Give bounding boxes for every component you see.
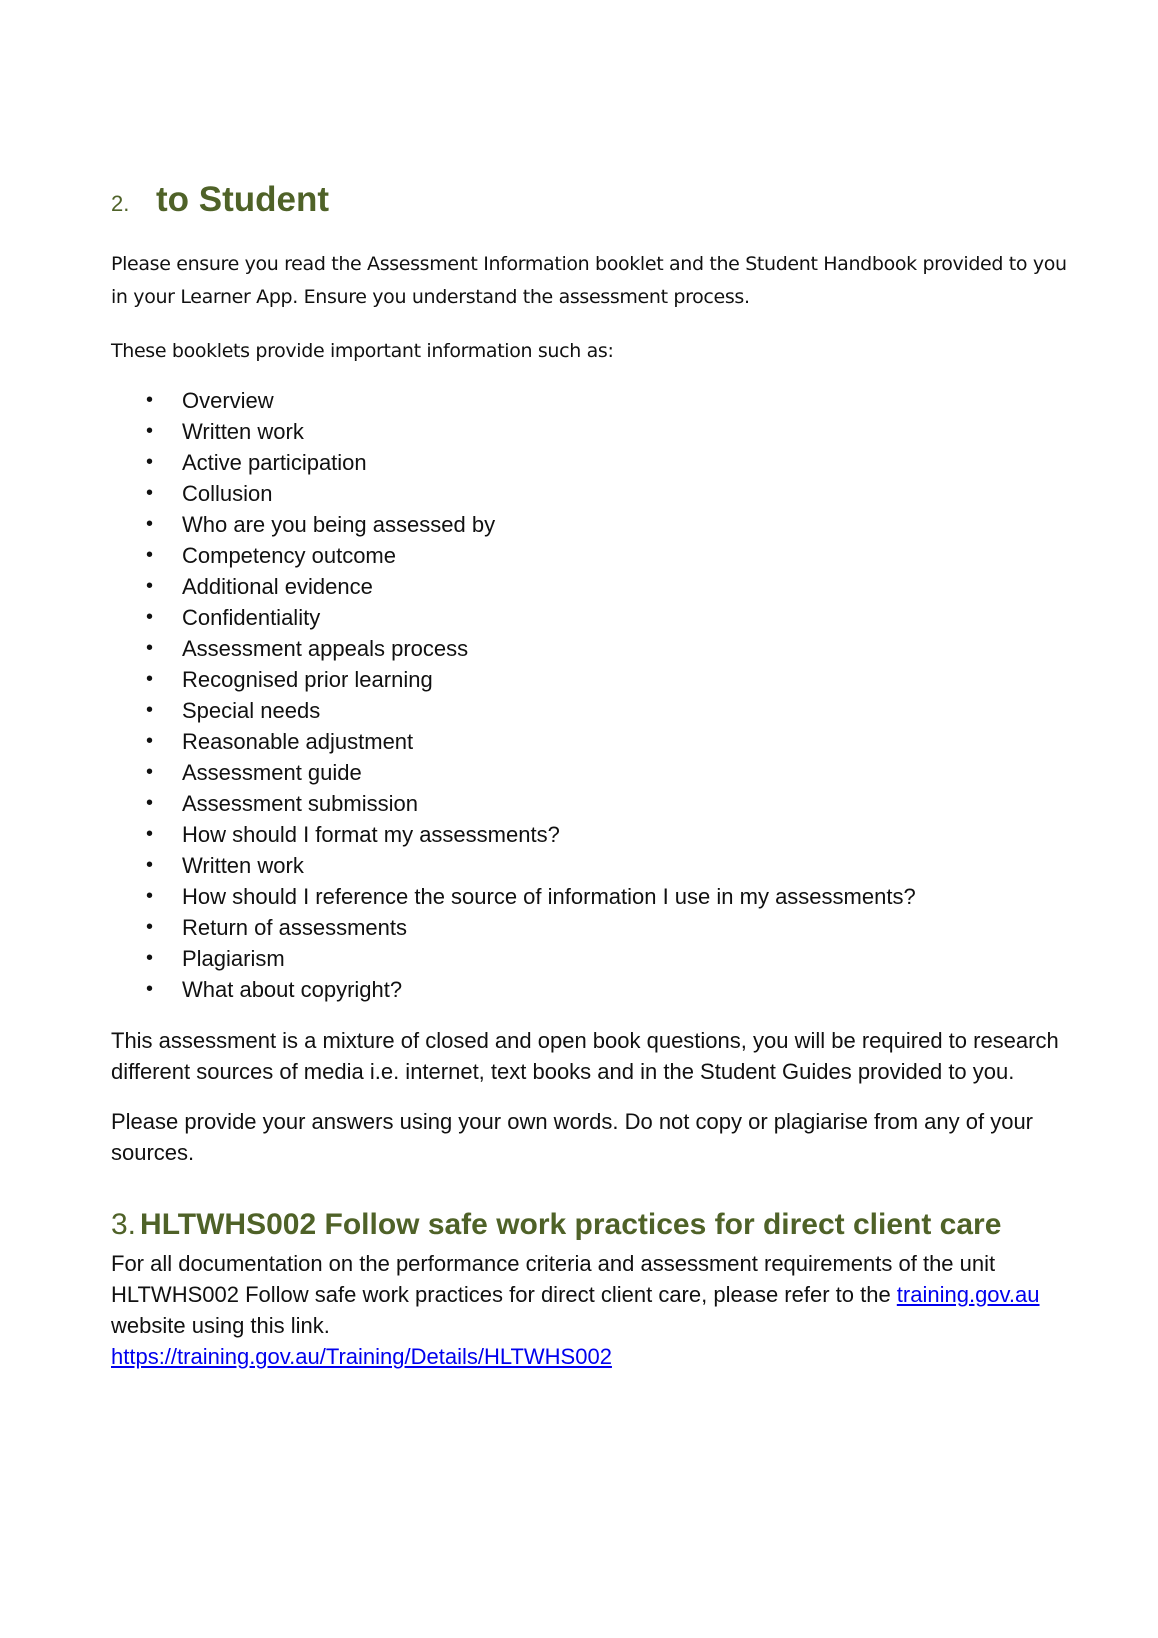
bullet-text: Active participation bbox=[182, 450, 367, 475]
hltwhs002-url-link[interactable]: https://training.gov.au/Training/Details/HLTWHS002 bbox=[111, 1344, 612, 1369]
bullet-dot: • bbox=[146, 451, 154, 473]
website-text: website using this link. bbox=[111, 1313, 330, 1338]
bullet-item bbox=[111, 478, 1071, 509]
page-content bbox=[111, 180, 1071, 1372]
intro-paragraph: Please ensure you read the Assessment Information booklet and the Student Handbook provided to you in your Learner App. Ensure you understand the assessment process. bbox=[111, 253, 1067, 308]
bullet-text: Assessment submission bbox=[182, 791, 418, 816]
assessment-mixture-paragraph: This assessment is a mixture of closed and open book questions, you will be required to research different sources of media i.e. internet, text books and in the Student Guides provided to you. bbox=[111, 1028, 1059, 1084]
bullet-text: Return of assessments bbox=[182, 915, 407, 940]
bullet-text: Written work bbox=[182, 853, 304, 878]
bullet-item bbox=[111, 447, 1071, 478]
bullet-item bbox=[111, 943, 1071, 974]
bullet-dot: • bbox=[146, 978, 154, 1000]
bullet-item bbox=[111, 695, 1071, 726]
bullet-dot: • bbox=[146, 606, 154, 628]
bullet-item bbox=[111, 540, 1071, 571]
bullet-dot: • bbox=[146, 389, 154, 411]
own-words-paragraph: Please provide your answers using your own words. Do not copy or plagiarise from any of your sources. bbox=[111, 1109, 1034, 1165]
bullet-dot: • bbox=[146, 947, 154, 969]
bullet-item bbox=[111, 664, 1071, 695]
bullet-item bbox=[111, 850, 1071, 881]
bullet-text: Collusion bbox=[182, 481, 273, 506]
bullet-text: How should I format my assessments? bbox=[182, 822, 560, 847]
bullet-text: How should I reference the source of information I use in my assessments? bbox=[182, 884, 916, 909]
bullet-dot: • bbox=[146, 420, 154, 442]
bullet-item bbox=[111, 757, 1071, 788]
bullet-item bbox=[111, 509, 1071, 540]
bullet-dot: • bbox=[146, 854, 154, 876]
bullet-text: Written work bbox=[182, 419, 304, 444]
bullet-text: Reasonable adjustment bbox=[182, 729, 414, 754]
bullet-item bbox=[111, 602, 1071, 633]
bullet-text: Who are you being assessed by bbox=[182, 512, 496, 537]
bullet-dot: • bbox=[146, 761, 154, 783]
documentation-text: For all documentation on the performance criteria and assessment requirements of the unit HLTWHS002 Follow safe work practices for direct client care, please refer to the bbox=[111, 1251, 996, 1307]
bullet-item bbox=[111, 571, 1071, 602]
section-3-number: 3. bbox=[111, 1208, 137, 1241]
bullet-text: Assessment guide bbox=[182, 760, 362, 785]
documentation-paragraph bbox=[111, 1248, 1071, 1372]
bullet-item bbox=[111, 385, 1071, 416]
bullet-dot: • bbox=[146, 885, 154, 907]
bullet-dot: • bbox=[146, 699, 154, 721]
bullet-item bbox=[111, 788, 1071, 819]
bullet-text: Additional evidence bbox=[182, 574, 373, 599]
bullet-item bbox=[111, 416, 1071, 447]
info-bullet-list bbox=[111, 385, 1071, 1005]
bullet-dot: • bbox=[146, 823, 154, 845]
bullet-dot: • bbox=[146, 792, 154, 814]
bullet-text: Confidentiality bbox=[182, 605, 321, 630]
bullet-item bbox=[111, 819, 1071, 850]
bullet-text: Special needs bbox=[182, 698, 321, 723]
bullet-text: Overview bbox=[182, 388, 274, 413]
bullet-dot: • bbox=[146, 482, 154, 504]
bullet-item bbox=[111, 726, 1071, 757]
bullet-dot: • bbox=[146, 575, 154, 597]
section-2-number: 2. bbox=[111, 191, 130, 216]
bullet-dot: • bbox=[146, 637, 154, 659]
bullet-dot: • bbox=[146, 668, 154, 690]
bullet-text: Recognised prior learning bbox=[182, 667, 433, 692]
bullet-dot: • bbox=[146, 544, 154, 566]
bullet-item bbox=[111, 912, 1071, 943]
section-3-heading bbox=[111, 1208, 1071, 1248]
bullet-text: Plagiarism bbox=[182, 946, 285, 971]
bullet-dot: • bbox=[146, 916, 154, 938]
bullet-dot: • bbox=[146, 513, 154, 535]
section-2-heading bbox=[111, 180, 1071, 228]
training-gov-au-link[interactable]: training.gov.au bbox=[896, 1282, 1040, 1307]
section-3-title: HLTWHS002 Follow safe work practices for direct client care bbox=[140, 1208, 1002, 1241]
bullet-item bbox=[111, 633, 1071, 664]
section-2-title: to Student bbox=[156, 180, 330, 219]
bullet-item bbox=[111, 881, 1071, 912]
booklets-paragraph: These booklets provide important information such as: bbox=[111, 340, 614, 362]
bullet-dot: • bbox=[146, 730, 154, 752]
bullet-text: Assessment appeals process bbox=[182, 636, 469, 661]
bullet-text: Competency outcome bbox=[182, 543, 396, 568]
bullet-item bbox=[111, 974, 1071, 1005]
bullet-text: What about copyright? bbox=[182, 977, 403, 1002]
